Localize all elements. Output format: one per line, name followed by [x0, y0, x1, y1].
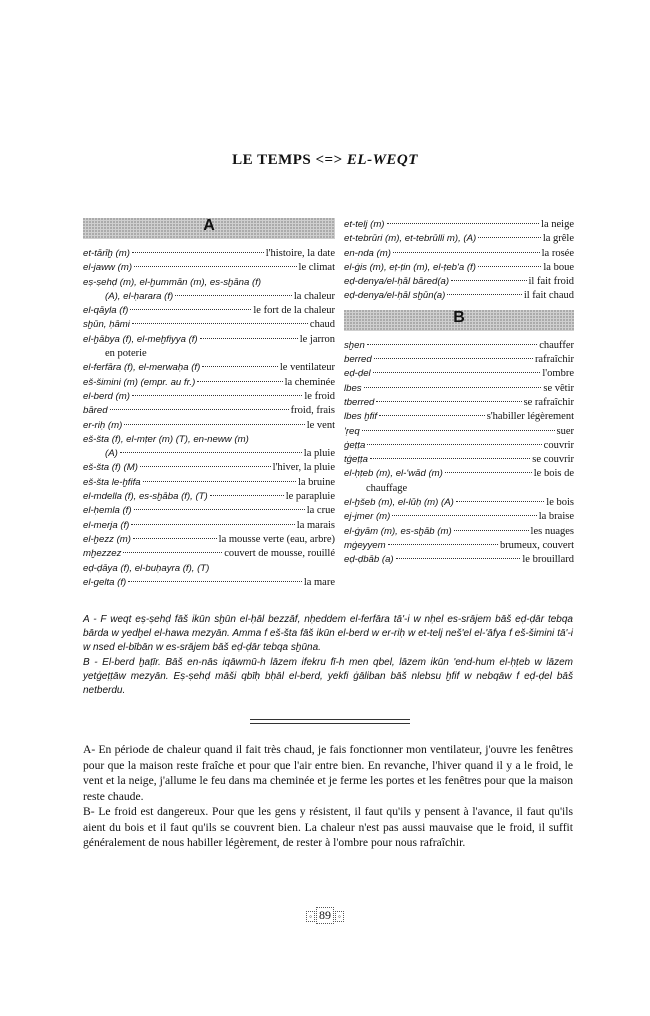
vocabulary-entry	[344, 353, 574, 367]
vocabulary-entry	[344, 261, 574, 275]
leader-dots	[396, 558, 521, 559]
french-paragraph-a: A- En période de chaleur quand il fait très chaud, je fais fonctionner mon ventilateur, j'ouvre les fenêtres pour que la maison reste fraîche et pour que l'air entre bien. En revanche, l'hiver quand il y a le froid, le vent et la neige, j'allume le feu dans ma cheminée et je ferme les portes et les fenêtres pour que la maison reste chaude.	[83, 743, 573, 803]
vocabulary-column-left	[83, 218, 335, 590]
leader-dots	[374, 358, 533, 359]
vocabulary-entry	[83, 490, 335, 504]
leader-dots	[124, 424, 304, 425]
entry-term: el-qāyla (f)	[83, 305, 129, 317]
vocabulary-entry	[83, 519, 335, 533]
vocabulary-entry	[83, 333, 335, 347]
vocabulary-entry	[83, 304, 335, 318]
vocabulary-entry	[344, 382, 574, 396]
entry-term: et-tebrūri (m), et-tebrūlli m), (A)	[344, 233, 477, 245]
vocabulary-entry	[344, 553, 574, 567]
vocabulary-entry	[83, 461, 335, 475]
vocabulary-entry	[83, 361, 335, 375]
entry-term: eš-šta (f) (M)	[83, 462, 138, 474]
page-number: ◦ 89 ◦	[309, 908, 341, 922]
vocabulary-entry	[344, 232, 574, 246]
leader-dots	[445, 472, 532, 473]
entry-meaning: la crue	[306, 505, 335, 517]
entry-term: et-tārīḫ (m)	[83, 248, 130, 259]
leader-dots	[362, 430, 555, 431]
entry-term: berred	[344, 354, 372, 366]
vocabulary-entry	[83, 247, 335, 261]
leader-dots	[120, 452, 302, 453]
section-b-label: B	[453, 308, 465, 326]
entry-term: ej-jmer (m)	[344, 511, 391, 523]
title-arabic: EL-WEQT	[346, 152, 418, 168]
entry-meaning: le brouillard	[522, 554, 574, 566]
entry-meaning: il fait chaud	[523, 290, 574, 302]
entry-meaning: se couvrir	[532, 454, 574, 466]
entry-term: el-gelta (f)	[83, 576, 127, 588]
entry-meaning: la neige	[541, 219, 574, 230]
arabic-text-block	[83, 613, 573, 698]
vocabulary-entry	[83, 261, 335, 275]
entry-term: bāred	[83, 405, 108, 417]
leader-dots	[367, 344, 537, 345]
vocabulary-entry	[83, 533, 335, 547]
leader-dots	[364, 387, 542, 388]
leader-dots	[197, 381, 282, 382]
entry-term: eṣ-ṣehḍ (m), el-ḫummān (m), es-sḫāna (f)	[83, 276, 262, 288]
entry-meaning: la braise	[538, 511, 574, 523]
leader-dots	[454, 530, 529, 531]
vocabulary-entry	[83, 290, 335, 304]
vocabulary-entry	[344, 410, 574, 424]
arabic-paragraph-a: A - F weqt eṣ-ṣehḍ fāš ikūn sḫūn el-ḥāl bezzāf, nḥeddem el-ferfāra tā'-i w nḥel es-srājem bāš eḍ-ḍār tebqa bārda w yedḫel el-hawa mezyān. Amma f eš-šta fāš ikūn el-berd w er-riḥ w et-telj neš'el el-'āfya f eš-šimini tā'-i w nsed el-bībān w es-srājem bāš eḍ-ḍār tebqa sḫūna.	[83, 614, 573, 654]
vocabulary-entry	[344, 510, 574, 524]
entry-term: el-ḥṭeb (m), el-'wād (m)	[344, 468, 443, 480]
entry-term-continuation: (A)	[105, 448, 118, 460]
section-divider	[250, 719, 410, 724]
leader-dots	[210, 495, 284, 496]
entry-meaning: l'histoire, la date	[265, 248, 335, 259]
vocabulary-entry	[344, 275, 574, 289]
vocabulary-entry	[83, 504, 335, 518]
entry-meaning: s'habiller légèrement	[486, 411, 574, 423]
leader-dots	[388, 544, 498, 545]
vocabulary-entry	[83, 433, 335, 447]
leader-dots	[456, 501, 544, 502]
vocabulary-entry	[344, 339, 574, 353]
entry-meaning: chaud	[309, 319, 335, 331]
vocabulary-entry	[344, 439, 574, 453]
vocabulary-entry	[344, 425, 574, 439]
french-paragraph-b: B- Le froid est dangereux. Pour que les gens y résistent, il faut qu'ils y pensent à l'avance, il faut qu'ils aient du bois et il faut qu'ils se couvrent bien. La chaleur n'est pas aussi mauvaise que le froid, il suffit généralement de nous habiller légèrement, de rester à l'ombre pour nous rafraîchir.	[83, 805, 573, 849]
entry-term: lbes	[344, 382, 362, 394]
vocabulary-entry	[344, 218, 574, 232]
entry-meaning: la marais	[296, 519, 335, 531]
vocabulary-entry	[344, 525, 574, 539]
vocabulary-list-a	[83, 247, 335, 590]
entry-meaning: le parapluie	[285, 491, 335, 503]
entry-meaning: la chaleur	[293, 290, 335, 302]
vocabulary-entry	[83, 447, 335, 461]
section-a-banner	[83, 218, 335, 239]
leader-dots	[123, 552, 222, 553]
leader-dots	[392, 515, 536, 516]
vocabulary-entry	[344, 367, 574, 381]
entry-meaning: le froid	[304, 390, 335, 402]
leader-dots	[376, 401, 521, 402]
leader-dots	[131, 524, 294, 525]
entry-meaning: l'hiver, la pluie	[272, 462, 335, 474]
leader-dots	[373, 372, 541, 373]
entry-meaning: le climat	[298, 262, 335, 274]
vocabulary-entry	[83, 276, 335, 290]
leader-dots	[379, 415, 485, 416]
entry-meaning: la cheminée	[284, 376, 335, 388]
leader-dots	[110, 409, 289, 410]
entry-meaning: froid, frais	[290, 405, 335, 417]
entry-meaning: le ventilateur	[279, 362, 335, 374]
vocabulary-list-b	[344, 339, 574, 568]
entry-meaning: il fait froid	[528, 276, 574, 288]
entry-term: mḫezzez	[83, 548, 122, 560]
vocabulary-entry	[344, 289, 574, 303]
entry-term: el-ġyām (m), es-sḫāb (m)	[344, 525, 452, 537]
page-title	[0, 152, 650, 169]
vocabulary-entry	[83, 390, 335, 404]
arabic-paragraph-b: B - El-berd ḫaṭīr. Bāš en-nās iqāwmū-h lāzem ifekru fī-h men qbel, lāzem ikūn 'end-hum el-ḥṭeb w lāzem yetġeṭṭāw mezyān. Eṣ-ṣehḍ māši qbīḥ bḥāl el-berd, yekfi ġāliban bāš nlebsu ḫfif w nebqāw f eḍ-ḍel bāš netberdu.	[83, 656, 573, 697]
vocabulary-entry	[344, 453, 574, 467]
vocabulary-entry	[83, 404, 335, 418]
entry-term: el-berd (m)	[83, 390, 130, 402]
leader-dots	[393, 252, 540, 253]
entry-meaning: suer	[556, 425, 574, 437]
leader-dots	[202, 366, 278, 367]
vocabulary-entry	[83, 547, 335, 561]
entry-meaning: chauffer	[539, 339, 574, 351]
vocabulary-entry	[83, 376, 335, 390]
entry-term: el-merja (f)	[83, 519, 130, 531]
entry-term: eḍ-ḍel	[344, 368, 371, 380]
entry-term: el-jaww (m)	[83, 262, 133, 274]
leader-dots	[130, 309, 251, 310]
entry-term: el-ḫezz (m)	[83, 533, 131, 545]
entry-term: eḍ-ḍāya (f), el-buḥayra (f), (T)	[83, 562, 210, 574]
entry-meaning: rafraîchir	[534, 354, 574, 366]
entry-meaning: l'ombre	[542, 368, 574, 380]
entry-term-continuation: (A), el-ḥarara (f)	[105, 290, 174, 302]
vocabulary-entry	[344, 247, 574, 261]
leader-dots	[143, 481, 296, 482]
entry-term: el-ḥemla (f)	[83, 505, 132, 517]
leader-dots	[133, 538, 217, 539]
entry-term: el-ferfāra (f), el-merwaḥa (f)	[83, 362, 201, 374]
entry-term: ġeṭṭa	[344, 439, 366, 451]
entry-term: 'ṛeq	[344, 425, 360, 437]
entry-meaning: le vent	[306, 419, 335, 431]
vocabulary-entry	[344, 539, 574, 553]
entry-term: sḫen	[344, 339, 365, 351]
section-b-banner	[344, 310, 574, 331]
entry-meaning: couvrir	[543, 439, 574, 451]
leader-dots	[132, 395, 302, 396]
leader-dots	[367, 444, 541, 445]
entry-term: eš-šta le-ḫfifa	[83, 476, 141, 488]
entry-meaning: la mousse verte (eau, arbre)	[218, 533, 335, 545]
entry-term: eḍ-denya/el-ḥāl bāred(a)	[344, 276, 450, 288]
entry-term: mġeyyem	[344, 539, 386, 551]
leader-dots	[128, 581, 302, 582]
entry-term: tġeṭṭa	[344, 454, 369, 466]
leader-dots	[370, 458, 530, 459]
section-a-label: A	[203, 217, 215, 234]
entry-continuation: chauffage	[366, 482, 408, 494]
vocabulary-entry	[83, 476, 335, 490]
entry-meaning: brumeux, couvert	[499, 539, 574, 551]
entry-term: tberred	[344, 396, 375, 408]
entry-meaning: le fort de la chaleur	[253, 305, 335, 317]
entry-term: el-ḫšeb (m), el-lūḥ (m) (A)	[344, 497, 454, 509]
entry-term: lbes ḫfif	[344, 411, 378, 423]
entry-meaning: le bois de	[533, 468, 574, 480]
entry-meaning: la mare	[303, 576, 335, 588]
entry-meaning: les nuages	[530, 525, 574, 537]
entry-meaning: se rafraîchir	[523, 396, 574, 408]
entry-term: en-nda (m)	[344, 247, 391, 259]
entry-meaning: la boue	[543, 261, 574, 273]
leader-dots	[451, 280, 526, 281]
entry-meaning: le jarron	[299, 333, 335, 345]
entry-meaning: le bois	[546, 497, 574, 509]
title-french: LE TEMPS <=>	[232, 152, 343, 168]
entry-term: et-telj (m)	[344, 219, 385, 230]
entry-term: sḫūn, ḥāmi	[83, 319, 130, 331]
entry-meaning: la pluie	[303, 448, 335, 460]
entry-term: el-mdella (f), es-sḫāba (f), (T)	[83, 491, 208, 503]
entry-term: eḍ-ḍbāb (a)	[344, 554, 394, 566]
leader-dots	[134, 266, 297, 267]
entry-term: er-riḥ (m)	[83, 419, 123, 431]
vocabulary-column-right	[344, 218, 574, 568]
entry-meaning: se vêtir	[543, 382, 574, 394]
entry-meaning: la rosée	[541, 247, 574, 259]
entry-term: eš-šta (f), el-mṭer (m) (T), en-neww (m)	[83, 433, 249, 445]
entry-term: eḍ-denya/el-ḥāl sḫūn(a)	[344, 290, 446, 302]
leader-dots	[478, 266, 541, 267]
vocabulary-entry	[344, 467, 574, 481]
entry-meaning: couvert de mousse, rouillé	[224, 548, 335, 560]
leader-dots	[200, 338, 298, 339]
leader-dots	[140, 466, 271, 467]
vocabulary-entry	[83, 576, 335, 590]
entry-meaning: la bruine	[297, 476, 335, 488]
leader-dots	[447, 294, 522, 295]
leader-dots	[132, 323, 308, 324]
vocabulary-entry	[83, 318, 335, 332]
entry-term: el-ḫābya (f), el-meḫfiyya (f)	[83, 333, 198, 345]
entry-meaning: la grêle	[542, 233, 574, 245]
vocabulary-list-a-continued	[344, 218, 574, 304]
leader-dots	[478, 237, 541, 238]
leader-dots	[132, 252, 264, 253]
vocabulary-entry	[83, 419, 335, 433]
entry-term: eš-šimini (m) (empr. au fr.)	[83, 376, 196, 388]
leader-dots	[134, 509, 305, 510]
vocabulary-entry	[83, 562, 335, 576]
french-text-block	[83, 742, 573, 851]
leader-dots	[387, 223, 540, 224]
vocabulary-entry	[344, 496, 574, 510]
entry-term: el-ġis (m), eṭ-ṭin (m), el-ṭeb'a (f)	[344, 261, 476, 273]
vocabulary-entry	[344, 396, 574, 410]
leader-dots	[175, 295, 292, 296]
entry-continuation: en poterie	[105, 348, 147, 360]
page-number-value: 89	[319, 908, 331, 922]
